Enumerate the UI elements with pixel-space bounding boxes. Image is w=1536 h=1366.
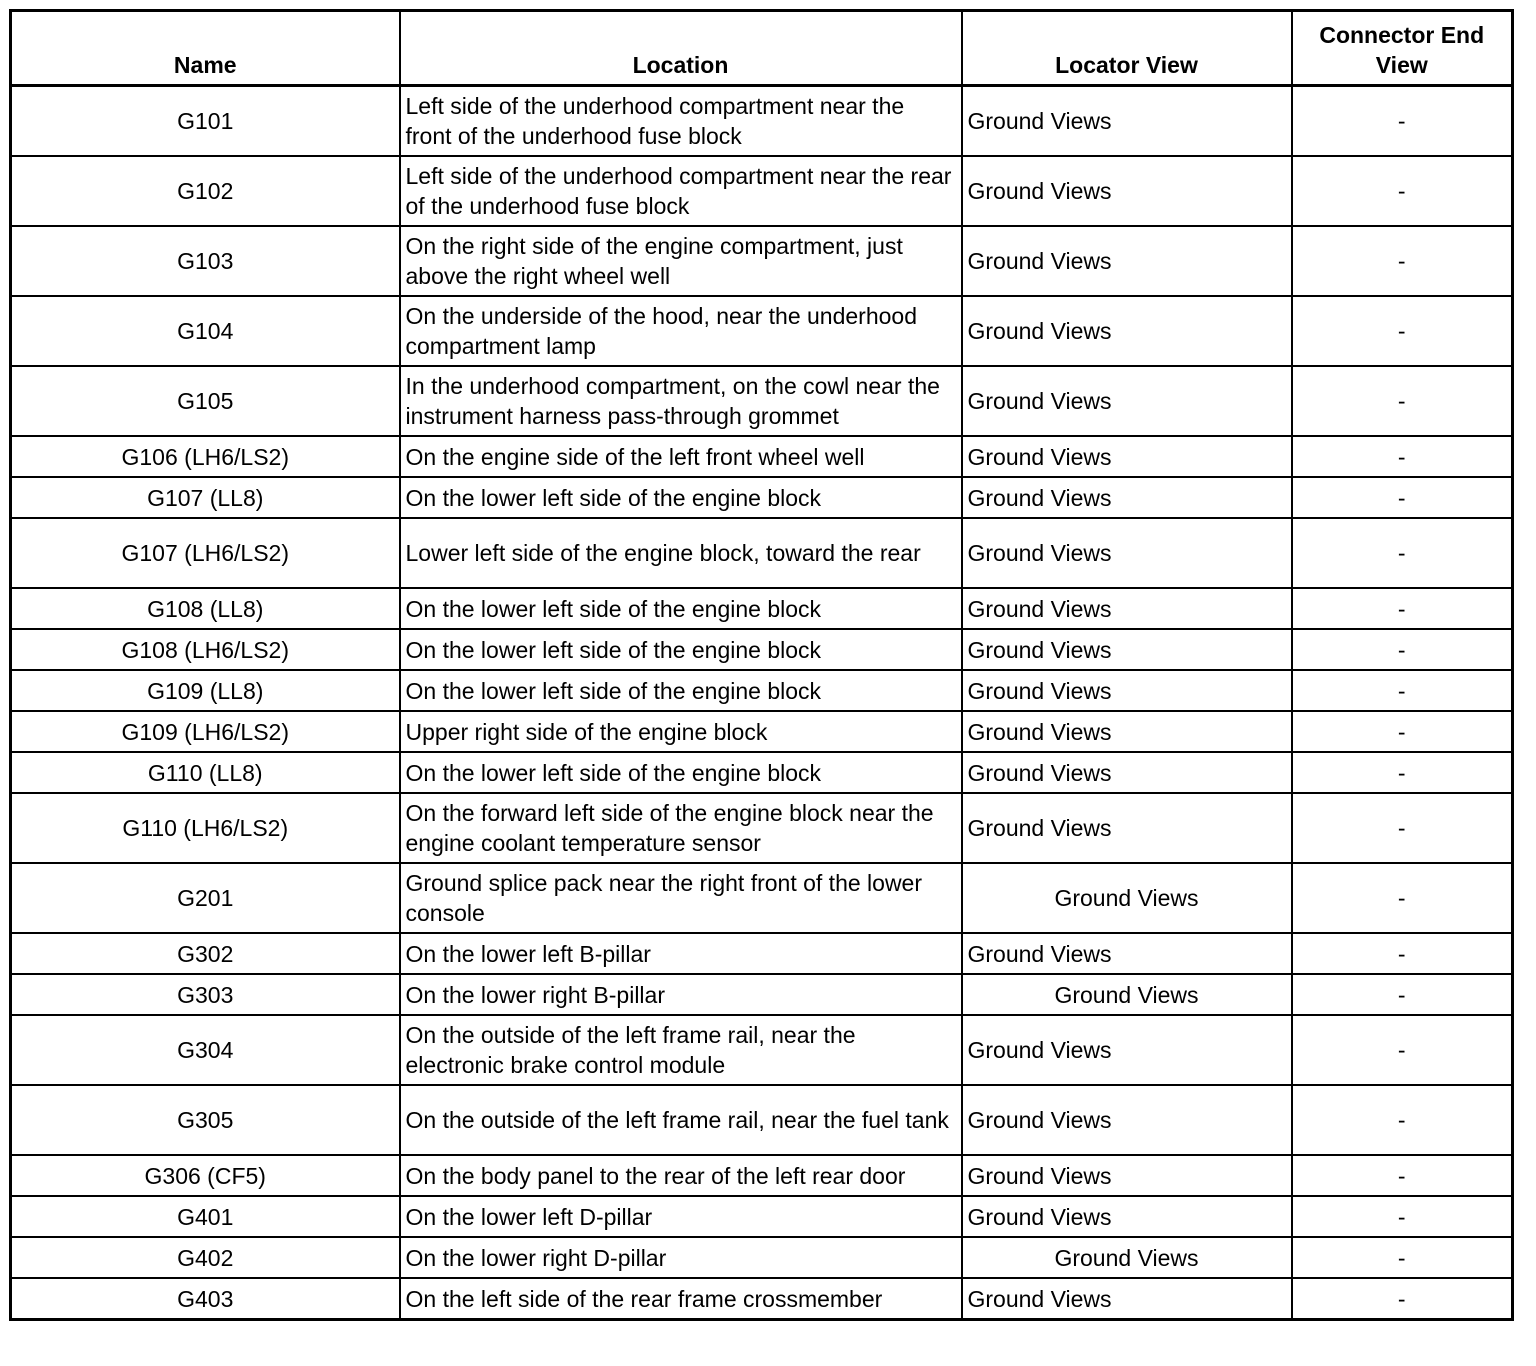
cell-location: On the lower right B-pillar [400, 974, 962, 1015]
cell-location: On the lower right D-pillar [400, 1237, 962, 1278]
ground-locations-table [9, 9, 1514, 1321]
cell-locator-view: Ground Views [962, 933, 1292, 974]
cell-name: G109 (LH6/LS2) [11, 711, 400, 752]
cell-locator-view: Ground Views [962, 1278, 1292, 1320]
cell-location: On the outside of the left frame rail, near the fuel tank [400, 1085, 962, 1155]
cell-name: G302 [11, 933, 400, 974]
cell-name: G108 (LH6/LS2) [11, 629, 400, 670]
header-name: Name [11, 11, 400, 86]
cell-name: G306 (CF5) [11, 1155, 400, 1196]
cell-location: Left side of the underhood compartment near the front of the underhood fuse block [400, 86, 962, 157]
cell-locator-view: Ground Views [962, 752, 1292, 793]
cell-locator-view: Ground Views [962, 1237, 1292, 1278]
table-row [11, 752, 1513, 793]
cell-locator-view: Ground Views [962, 1085, 1292, 1155]
cell-name: G110 (LH6/LS2) [11, 793, 400, 863]
cell-name: G201 [11, 863, 400, 933]
table-row [11, 1278, 1513, 1320]
cell-name: G304 [11, 1015, 400, 1085]
cell-connector-end-view: - [1292, 670, 1513, 711]
table-row [11, 1155, 1513, 1196]
cell-location: Upper right side of the engine block [400, 711, 962, 752]
cell-connector-end-view: - [1292, 793, 1513, 863]
cell-connector-end-view: - [1292, 366, 1513, 436]
cell-locator-view: Ground Views [962, 156, 1292, 226]
table-row [11, 436, 1513, 477]
cell-locator-view: Ground Views [962, 1015, 1292, 1085]
table-row [11, 156, 1513, 226]
cell-connector-end-view: - [1292, 1085, 1513, 1155]
cell-connector-end-view: - [1292, 1237, 1513, 1278]
cell-connector-end-view: - [1292, 296, 1513, 366]
table-row [11, 588, 1513, 629]
cell-locator-view: Ground Views [962, 863, 1292, 933]
cell-connector-end-view: - [1292, 518, 1513, 588]
cell-locator-view: Ground Views [962, 1155, 1292, 1196]
cell-location: On the right side of the engine compartment, just above the right wheel well [400, 226, 962, 296]
table-row [11, 863, 1513, 933]
cell-name: G403 [11, 1278, 400, 1320]
cell-location: In the underhood compartment, on the cowl near the instrument harness pass-through grommet [400, 366, 962, 436]
table-row [11, 1085, 1513, 1155]
cell-name: G305 [11, 1085, 400, 1155]
cell-location: On the engine side of the left front wheel well [400, 436, 962, 477]
header-location: Location [400, 11, 962, 86]
cell-locator-view: Ground Views [962, 436, 1292, 477]
table-row [11, 711, 1513, 752]
cell-name: G104 [11, 296, 400, 366]
cell-connector-end-view: - [1292, 477, 1513, 518]
cell-connector-end-view: - [1292, 752, 1513, 793]
table-row [11, 518, 1513, 588]
cell-location: Left side of the underhood compartment near the rear of the underhood fuse block [400, 156, 962, 226]
cell-name: G109 (LL8) [11, 670, 400, 711]
cell-connector-end-view: - [1292, 436, 1513, 477]
table-row [11, 296, 1513, 366]
table-row [11, 1196, 1513, 1237]
cell-locator-view: Ground Views [962, 670, 1292, 711]
table-row [11, 933, 1513, 974]
cell-name: G107 (LH6/LS2) [11, 518, 400, 588]
table-row [11, 629, 1513, 670]
cell-connector-end-view: - [1292, 156, 1513, 226]
header-locator-view: Locator View [962, 11, 1292, 86]
table-row [11, 226, 1513, 296]
cell-location: On the lower left side of the engine block [400, 670, 962, 711]
cell-locator-view: Ground Views [962, 711, 1292, 752]
cell-name: G106 (LH6/LS2) [11, 436, 400, 477]
cell-location: On the lower left B-pillar [400, 933, 962, 974]
cell-name: G107 (LL8) [11, 477, 400, 518]
cell-location: On the lower left side of the engine block [400, 629, 962, 670]
cell-location: On the lower left D-pillar [400, 1196, 962, 1237]
cell-name: G402 [11, 1237, 400, 1278]
table-row [11, 477, 1513, 518]
cell-location: On the left side of the rear frame crossmember [400, 1278, 962, 1320]
table-row [11, 366, 1513, 436]
cell-connector-end-view: - [1292, 1015, 1513, 1085]
cell-name: G303 [11, 974, 400, 1015]
header-row [11, 11, 1513, 86]
table-row [11, 793, 1513, 863]
cell-locator-view: Ground Views [962, 974, 1292, 1015]
cell-connector-end-view: - [1292, 1155, 1513, 1196]
cell-location: Lower left side of the engine block, toward the rear [400, 518, 962, 588]
cell-locator-view: Ground Views [962, 86, 1292, 157]
cell-connector-end-view: - [1292, 711, 1513, 752]
cell-name: G108 (LL8) [11, 588, 400, 629]
cell-connector-end-view: - [1292, 933, 1513, 974]
cell-location: Ground splice pack near the right front of the lower console [400, 863, 962, 933]
cell-name: G101 [11, 86, 400, 157]
cell-locator-view: Ground Views [962, 477, 1292, 518]
table-row [11, 86, 1513, 157]
cell-locator-view: Ground Views [962, 518, 1292, 588]
cell-location: On the lower left side of the engine block [400, 588, 962, 629]
table-row [11, 974, 1513, 1015]
table-row [11, 670, 1513, 711]
cell-name: G401 [11, 1196, 400, 1237]
cell-location: On the lower left side of the engine block [400, 477, 962, 518]
cell-name: G105 [11, 366, 400, 436]
cell-locator-view: Ground Views [962, 1196, 1292, 1237]
cell-connector-end-view: - [1292, 863, 1513, 933]
cell-locator-view: Ground Views [962, 588, 1292, 629]
cell-connector-end-view: - [1292, 588, 1513, 629]
cell-connector-end-view: - [1292, 86, 1513, 157]
cell-location: On the body panel to the rear of the left rear door [400, 1155, 962, 1196]
cell-locator-view: Ground Views [962, 629, 1292, 670]
cell-locator-view: Ground Views [962, 366, 1292, 436]
cell-locator-view: Ground Views [962, 296, 1292, 366]
cell-connector-end-view: - [1292, 974, 1513, 1015]
cell-name: G110 (LL8) [11, 752, 400, 793]
cell-location: On the forward left side of the engine block near the engine coolant temperature sensor [400, 793, 962, 863]
cell-location: On the outside of the left frame rail, near the electronic brake control module [400, 1015, 962, 1085]
cell-location: On the lower left side of the engine block [400, 752, 962, 793]
cell-name: G102 [11, 156, 400, 226]
cell-name: G103 [11, 226, 400, 296]
cell-connector-end-view: - [1292, 629, 1513, 670]
cell-connector-end-view: - [1292, 1278, 1513, 1320]
table-row [11, 1015, 1513, 1085]
header-connector-end-view: Connector End View [1292, 11, 1513, 86]
cell-connector-end-view: - [1292, 1196, 1513, 1237]
cell-connector-end-view: - [1292, 226, 1513, 296]
cell-locator-view: Ground Views [962, 226, 1292, 296]
cell-location: On the underside of the hood, near the underhood compartment lamp [400, 296, 962, 366]
cell-locator-view: Ground Views [962, 793, 1292, 863]
table-row [11, 1237, 1513, 1278]
